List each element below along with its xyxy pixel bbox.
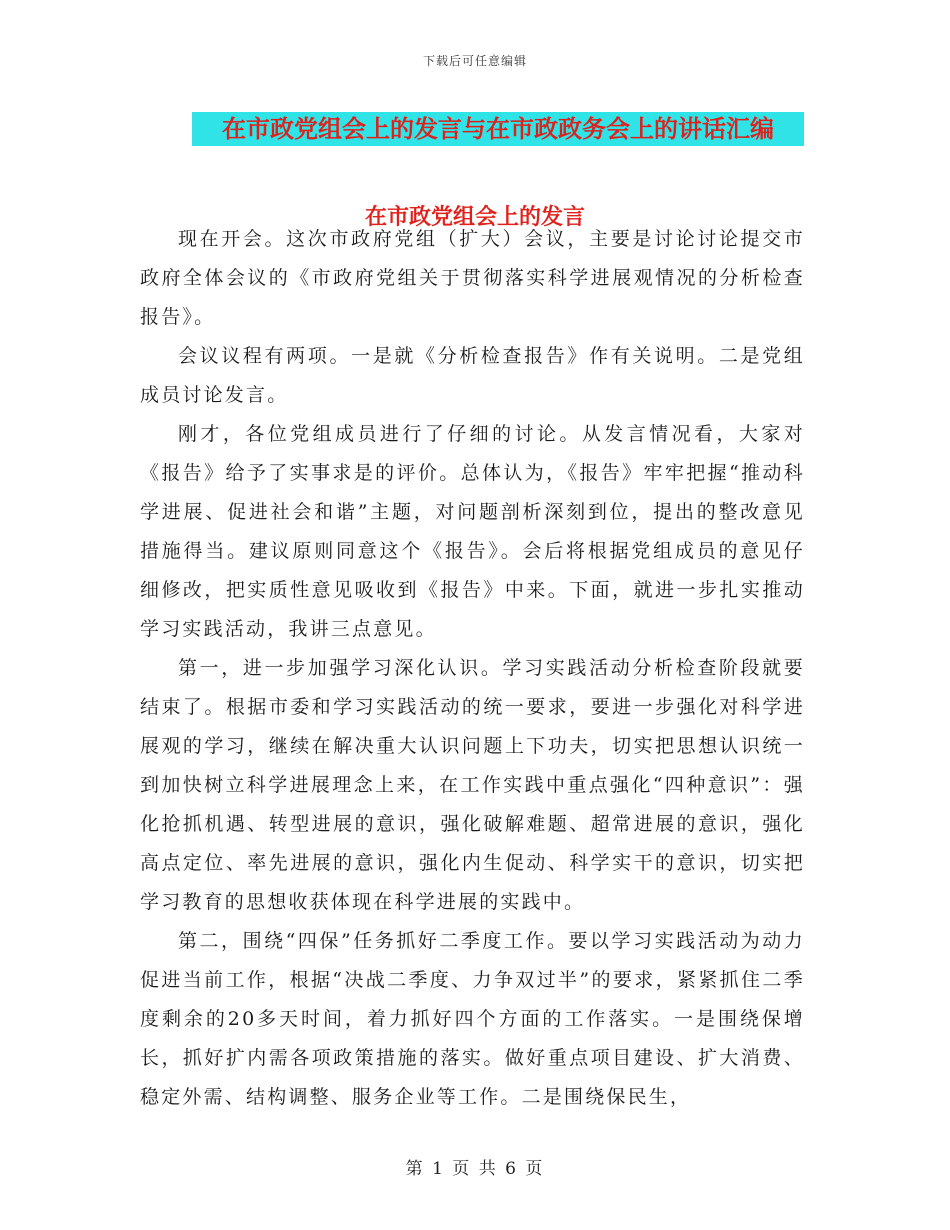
section-title: 在市政党组会上的发言 [364, 204, 585, 230]
body-text [140, 220, 805, 1117]
paragraph: 现在开会。这次市政府党组（扩大）会议，主要是讨论讨论提交市政府全体会议的《市政府党组关于贯彻落实科学进展观情况的分析检查报告》。 [140, 228, 805, 328]
paragraph: 第一，进一步加强学习深化认识。学习实践活动分析检查阶段就要结束了。根据市委和学习实践活动的统一要求，要进一步强化对科学进展观的学习，继续在解决重大认识问题上下功夫，切实把思想认识统一到加快树立科学进展理念上来，在工作实践中重点强化“四种意识”：强化抢抓机遇、转型进展的意识，强化破解难题、超常进展的意识，强化高点定位、率先进展的意识，强化内生促动、科学实干的意识，切实把学习教育的思想收获体现在科学进展的实践中。 [140, 657, 805, 913]
paragraph: 刚才，各位党组成员进行了仔细的讨论。从发言情况看，大家对《报告》给予了实事求是的评价。总体认为，《报告》牢牢把握“推动科学进展、促进社会和谐”主题，对问题剖析深刻到位，提出的整改意见措施得当。建议原则同意这个《报告》。会后将根据党组成员的意见仔细修改，把实质性意见吸收到《报告》中来。下面，就进一步扎实推动学习实践活动，我讲三点意见。 [140, 423, 805, 640]
header-note: 下载后可任意编辑 [422, 54, 527, 68]
page-number: 第 1 页 共 6 页 [405, 1159, 545, 1179]
main-title: 在市政党组会上的发言与在市政政务会上的讲话汇编 [222, 114, 774, 143]
paragraph: 第二，围绕“四保”任务抓好二季度工作。要以学习实践活动为动力促进当前工作，根据“决战二季度、力争双过半”的要求，紧紧抓住二季度剩余的20多天时间，着力抓好四个方面的工作落实。一是围绕保增长，抓好扩内需各项政策措施的落实。做好重点项目建设、扩大消费、稳定外需、结构调整、服务企业等工作。二是围绕保民生， [140, 930, 805, 1108]
paragraph: 会议议程有两项。一是就《分析检查报告》作有关说明。二是党组成员讨论发言。 [140, 345, 805, 406]
